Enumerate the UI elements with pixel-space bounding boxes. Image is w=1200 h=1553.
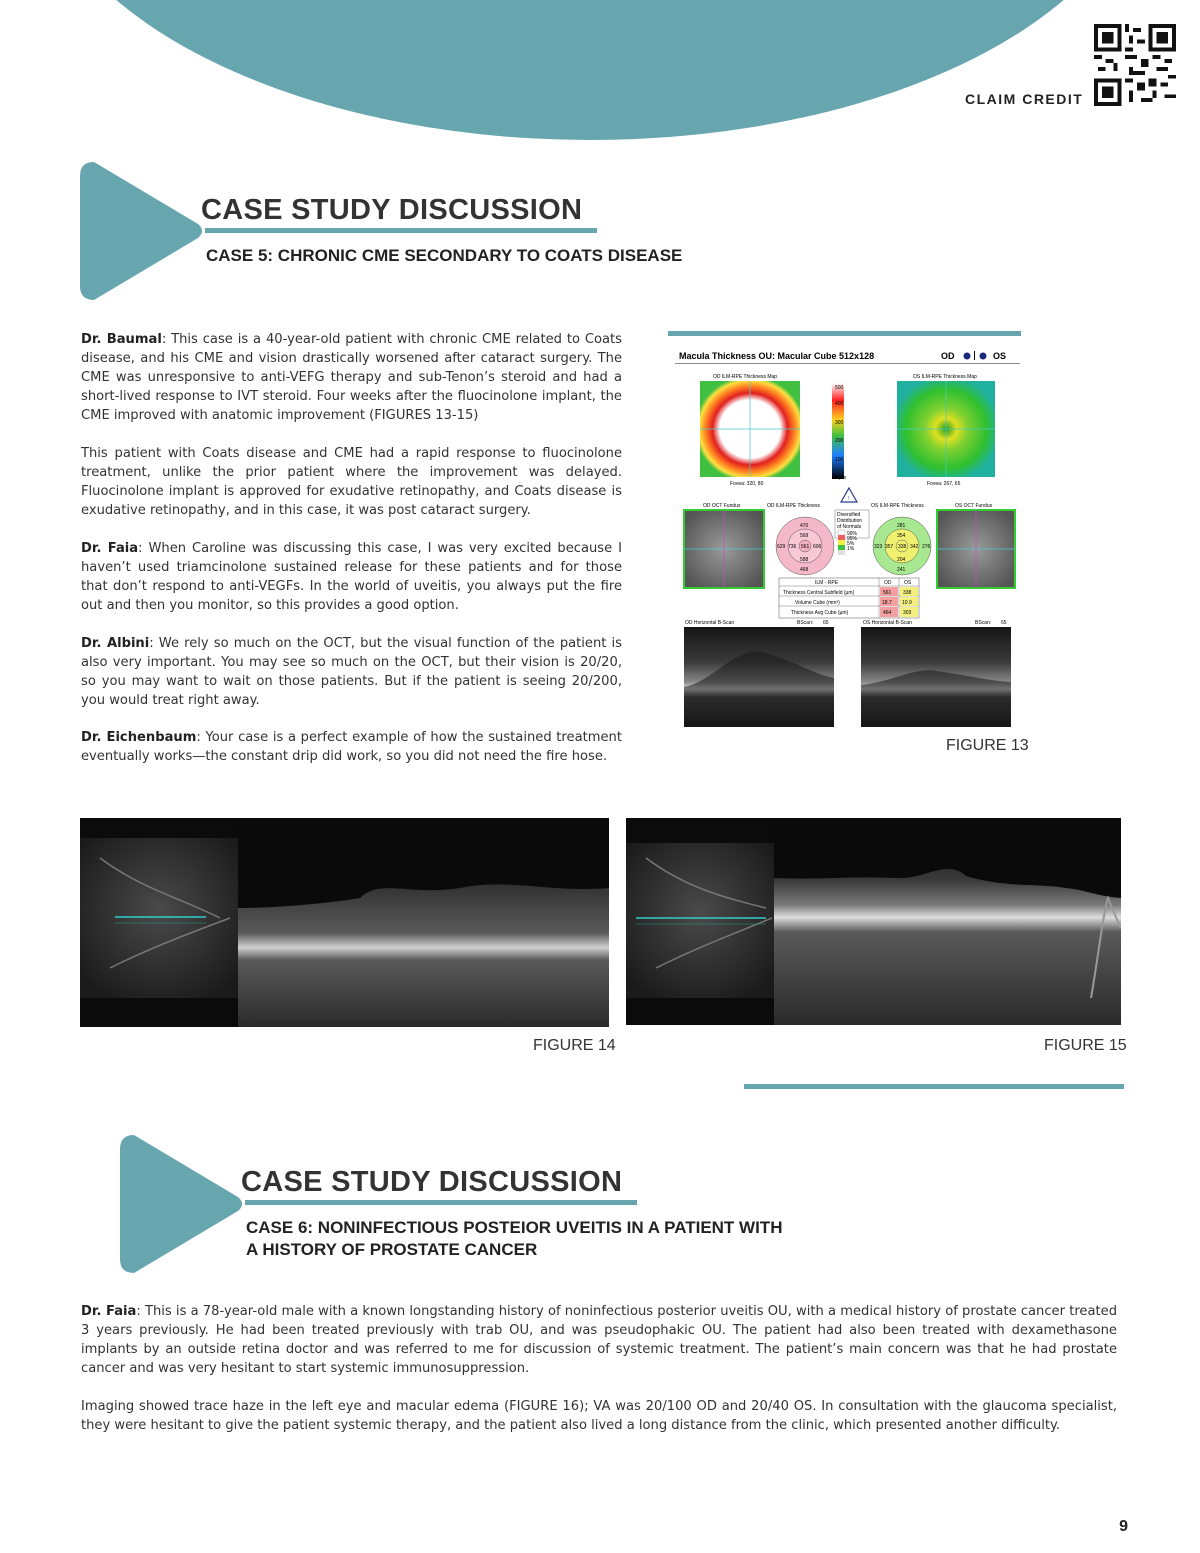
- paragraph-coats: This patient with Coats disease and CME had a rapid response to fluocinolone treatment, unlike the prior patient where the improvement was delayed. Fluocinolone implant is approved for exudative retinopathy, and Coats disease is exudative retinopathy, and in this case, it was post cataract surgery.: [81, 446, 622, 518]
- svg-text:OD Horizontal B-Scan: OD Horizontal B-Scan: [685, 620, 735, 626]
- svg-text:470: 470: [800, 523, 809, 529]
- svg-text:569: 569: [800, 533, 809, 539]
- figure13-caption: FIGURE 13: [946, 737, 1029, 754]
- paragraph-faia-case6: Dr. Faia: This is a 78-year-old male with a known longstanding history of noninfectious posterior uveitis OU, with a medical history of prostate cancer treated 3 years previously. He had been treated previously with trab OU, and was pseudophakic OU. The patient had also been treated with dexamethasone implants by an outside retina doctor and was referred to me for discussion of systemic treatment. The patient’s main concern was that he had prostate cancer and was very hesitant to start systemic immunosuppression.: [81, 1304, 1118, 1376]
- section1-subtitle: CASE 5: CHRONIC CME SECONDARY TO COATS DISEASE: [206, 246, 683, 265]
- svg-text:10.9: 10.9: [902, 600, 912, 606]
- svg-text:468: 468: [800, 567, 809, 573]
- section-divider-bar: [744, 1084, 1124, 1089]
- svg-text:100: 100: [835, 457, 844, 463]
- svg-text:Diversified: Diversified: [837, 512, 861, 518]
- svg-text:303: 303: [903, 610, 912, 616]
- svg-text:629: 629: [777, 544, 786, 550]
- paragraph-baumal: Dr. Baumal: This case is a 40-year-old patient with chronic CME related to Coats disease, and his CME and vision drastically worsened after cataract surgery. The CME was unresponsive to anti-VEFG therapy and sub-Tenon’s steroid and had a short-lived response to IVT steroid. Four weeks after the fluocinolone implant, the CME improved with anatomic improvement (FIGURES 13-15): [81, 332, 622, 423]
- header-arc: [30, 0, 1150, 140]
- svg-text:!: !: [847, 496, 849, 502]
- svg-text:200: 200: [835, 438, 844, 444]
- section2-subtitle-line1: CASE 6: NONINFECTIOUS POSTEIOR UVEITIS IN A PATIENT WITH: [246, 1218, 783, 1237]
- svg-text:95%: 95%: [847, 536, 858, 542]
- svg-text:342: 342: [910, 544, 919, 550]
- svg-text:338: 338: [903, 590, 912, 596]
- warning-icon: [841, 488, 857, 502]
- section2-triangle-icon: [120, 1135, 242, 1273]
- figure14-fundus: [80, 838, 238, 998]
- section2-subtitle-line2: A HISTORY OF PROSTATE CANCER: [246, 1240, 538, 1259]
- svg-text:464: 464: [883, 610, 892, 616]
- figure13-od-label: OD: [941, 351, 955, 361]
- svg-text:99%: 99%: [847, 531, 858, 537]
- svg-text:588: 588: [800, 557, 809, 563]
- svg-text:ILM - RPE: ILM - RPE: [815, 580, 839, 586]
- svg-text:Fovea: 320, 80: Fovea: 320, 80: [730, 481, 764, 487]
- paragraph-faia: Dr. Faia: When Caroline was discussing this case, I was very excited because I haven’t used triamcinolone sustained release for these patients and for those that don’t respond to anti-VEGFs. In the world of uveitis, you always put the fire out and then you monitor, so this provides a good option.: [81, 541, 622, 613]
- svg-text:338: 338: [898, 544, 907, 550]
- svg-text:736: 736: [788, 544, 797, 550]
- thickness-table: [779, 578, 919, 618]
- svg-text:Volume Cube (mm³): Volume Cube (mm³): [795, 600, 840, 606]
- figure13-title: Macula Thickness OU: Macular Cube 512x128: [679, 351, 875, 361]
- svg-text:OS OCT Fundus: OS OCT Fundus: [955, 503, 993, 509]
- svg-text:18.7: 18.7: [882, 600, 892, 606]
- svg-text:Distribution: Distribution: [837, 518, 863, 524]
- svg-text:400: 400: [835, 401, 844, 407]
- svg-text:Thickness Central Subfield (µm: Thickness Central Subfield (µm): [783, 590, 855, 596]
- section1-triangle-icon: [80, 162, 202, 300]
- svg-text:241: 241: [897, 567, 906, 573]
- svg-text:OS ILM-RPE Thickness: OS ILM-RPE Thickness: [871, 503, 924, 509]
- svg-text:561: 561: [883, 590, 892, 596]
- svg-text:281: 281: [897, 523, 906, 529]
- paragraph-albini: Dr. Albini: We rely so much on the OCT, but the visual function of the patient is also very important. You may see so much on the OCT, but their vision is 20/20, so you may want to wait on those patients. But if the patient is seeing 20/200, you would treat right away.: [81, 636, 622, 708]
- svg-text:323: 323: [874, 544, 883, 550]
- svg-text:Fovea: 267, 65: Fovea: 267, 65: [927, 481, 961, 487]
- claim-credit-label[interactable]: CLAIM CREDIT: [965, 91, 1084, 107]
- svg-text:0 µm: 0 µm: [835, 475, 847, 481]
- svg-text:OS: OS: [904, 580, 912, 586]
- svg-text:OD: OD: [884, 580, 892, 586]
- figure13-image: [675, 345, 1020, 730]
- figure15-caption: FIGURE 15: [1044, 1037, 1127, 1054]
- svg-text:500: 500: [835, 385, 844, 391]
- section2-subtitle: [246, 1217, 782, 1261]
- svg-text:606: 606: [813, 544, 822, 550]
- svg-text:204: 204: [897, 557, 906, 563]
- svg-text:561: 561: [801, 544, 810, 550]
- figure14-caption: FIGURE 14: [533, 1037, 616, 1054]
- svg-text:357: 357: [885, 544, 894, 550]
- figure14-image: [80, 818, 609, 1027]
- paragraph-imaging: Imaging showed trace haze in the left eye and macular edema (FIGURE 16); VA was 20/100 OD and 20/40 OS. In consultation with the glaucoma specialist, they were hesitant to give the patient systemic therapy, and the patient also lived a long distance from the clinic, which presented another difficulty.: [81, 1399, 1117, 1433]
- qr-code-icon[interactable]: [1094, 24, 1176, 106]
- figure15-image: [626, 818, 1121, 1025]
- svg-text:of Normals: of Normals: [837, 524, 862, 530]
- svg-text:OS Horizontal B-Scan: OS Horizontal B-Scan: [863, 620, 912, 626]
- svg-text:Thickness Avg Cube (µm): Thickness Avg Cube (µm): [791, 610, 849, 616]
- svg-text:BScan:: BScan:: [797, 620, 814, 626]
- svg-text:OD OCT Fundus: OD OCT Fundus: [703, 503, 741, 509]
- section2-title-underline: [245, 1200, 637, 1205]
- os-map-label: OS ILM-RPE Thickness Map: [913, 374, 977, 380]
- svg-text:276: 276: [922, 544, 931, 550]
- od-map-label: OD ILM-RPE Thickness Map: [713, 374, 778, 380]
- figure13-os-label: OS: [993, 351, 1007, 361]
- svg-text:OD ILM-RPE Thickness: OD ILM-RPE Thickness: [767, 503, 820, 509]
- svg-text:1%: 1%: [847, 546, 855, 552]
- paragraph-eichenbaum: Dr. Eichenbaum: Your case is a perfect example of how the sustained treatment eventually works—the constant drip did work, so you did not need the fire hose.: [81, 730, 622, 764]
- figure15-fundus: [626, 843, 774, 998]
- figure13-top-bar: [668, 331, 1021, 336]
- svg-text:BScan:: BScan:: [975, 620, 992, 626]
- svg-text:354: 354: [897, 533, 906, 539]
- section2-title: CASE STUDY DISCUSSION: [241, 1166, 623, 1198]
- thickness-scale-bar: [832, 383, 847, 481]
- page-number: 9: [1119, 1518, 1128, 1535]
- svg-text:65: 65: [1001, 620, 1007, 626]
- svg-text:65: 65: [823, 620, 829, 626]
- svg-text:5%: 5%: [847, 541, 855, 547]
- section1-title: CASE STUDY DISCUSSION: [201, 194, 583, 226]
- section1-title-underline: [205, 228, 597, 233]
- svg-text:300: 300: [835, 420, 844, 426]
